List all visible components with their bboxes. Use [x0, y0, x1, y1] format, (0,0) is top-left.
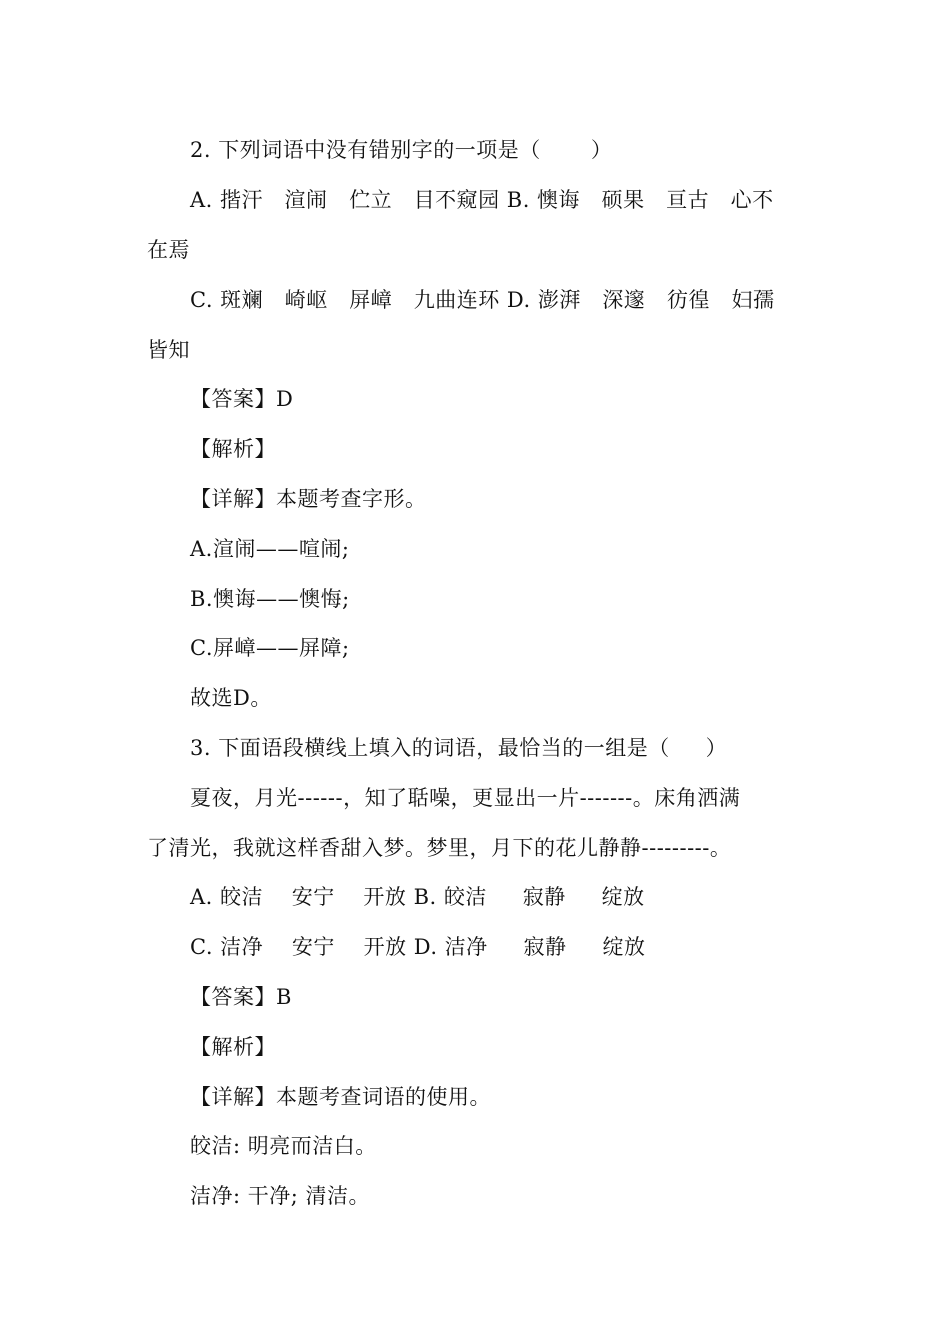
question-3-passage-line-1: 夏夜，月光------，知了聒噪，更显出一片-------。床角洒满 — [190, 786, 741, 810]
question-2-stem: 2. 下列词语中没有错别字的一项是（ ） — [190, 138, 613, 162]
question-3-options-cd: C. 洁净 安宁 开放 D. 洁净 寂静 绽放 — [190, 935, 646, 959]
question-3-detail: 【详解】本题考查词语的使用。 — [190, 1085, 491, 1109]
question-3-definition-2: 洁净: 干净; 清洁。 — [190, 1184, 371, 1208]
question-2-analysis-heading: 【解析】 — [190, 437, 276, 461]
question-2-options-cd: C. 斑斓 崎岖 屏嶂 九曲连环 D. 澎湃 深邃 彷徨 妇孺 — [190, 288, 775, 312]
question-2-correction-a: A.渲闹——喧闹; — [190, 537, 350, 561]
question-2-options-ab-continued: 在焉 — [147, 238, 190, 262]
question-3-passage-line-2: 了清光，我就这样香甜入梦。梦里，月下的花儿静静---------。 — [147, 836, 732, 860]
question-3-answer: 【答案】B — [190, 985, 292, 1009]
question-3-definition-1: 皎洁: 明亮而洁白。 — [190, 1134, 377, 1158]
question-2-detail: 【详解】本题考查字形。 — [190, 487, 427, 511]
question-2-correction-b: B.懊诲——懊悔; — [190, 587, 350, 611]
question-2-conclusion: 故选D。 — [190, 686, 272, 710]
question-2-correction-c: C.屏嶂——屏障; — [190, 636, 350, 660]
question-2-answer: 【答案】D — [190, 387, 294, 411]
question-2-options-cd-continued: 皆知 — [147, 338, 190, 362]
question-3-analysis-heading: 【解析】 — [190, 1035, 276, 1059]
question-3-stem: 3. 下面语段横线上填入的词语，最恰当的一组是（ ） — [190, 736, 728, 760]
question-2-options-ab: A. 揩汗 渲闹 伫立 目不窥园 B. 懊诲 硕果 亘古 心不 — [190, 188, 774, 212]
question-3-options-ab: A. 皎洁 安宁 开放 B. 皎洁 寂静 绽放 — [190, 885, 645, 909]
